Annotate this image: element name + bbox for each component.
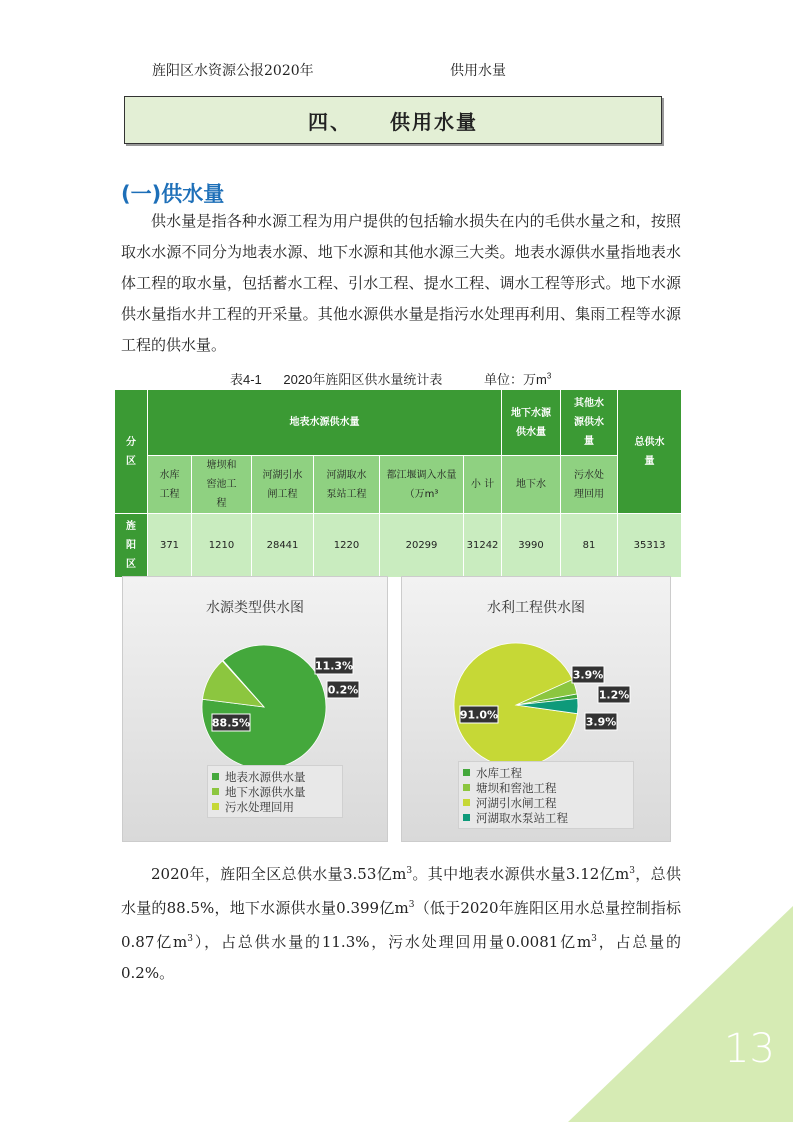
legend-swatch bbox=[463, 799, 470, 806]
table-row bbox=[115, 514, 682, 578]
legend-swatch bbox=[463, 814, 470, 821]
chapter-title: 供用水量 bbox=[390, 109, 478, 134]
data-label-text: 0.2% bbox=[327, 683, 359, 697]
header-doc-title: 旌阳区水资源公报2020年 bbox=[152, 63, 314, 79]
summary-sup: 3 bbox=[591, 934, 597, 944]
summary-s3: ，总供水量的88.5%，地下水源供水量0.399亿m bbox=[121, 865, 681, 917]
chart1-title: 水源类型供水图 bbox=[206, 600, 304, 616]
corner-decoration bbox=[568, 906, 793, 1122]
cell-reservoir: 371 bbox=[148, 514, 192, 578]
pie-data-label bbox=[327, 681, 359, 698]
chart2-legend-item bbox=[463, 780, 629, 795]
legend-label: 水库工程 bbox=[476, 765, 522, 780]
header-sewage: 污水处理回用 bbox=[561, 456, 618, 514]
chapter-title-box bbox=[124, 96, 662, 144]
data-label-text: 1.2% bbox=[598, 688, 630, 702]
legend-swatch bbox=[212, 803, 219, 810]
cell-region: 旌阳区 bbox=[115, 514, 148, 578]
legend-label: 河湖取水泵站工程 bbox=[476, 810, 568, 825]
cell-dujiang: 20299 bbox=[380, 514, 464, 578]
header-ground-supply: 地下水源供水量 bbox=[502, 390, 561, 456]
pie-data-label bbox=[572, 666, 604, 683]
data-label-text: 11.3% bbox=[314, 659, 354, 673]
summary-sup: 3 bbox=[187, 934, 193, 944]
pie-data-label bbox=[585, 713, 617, 730]
chart1-legend-item bbox=[212, 799, 338, 814]
table-caption-id: 表4-1 bbox=[230, 372, 262, 387]
chart1-legend-item bbox=[212, 784, 338, 799]
header-reservoir: 水库工程 bbox=[148, 456, 192, 514]
legend-swatch bbox=[212, 773, 219, 780]
pie-data-label bbox=[460, 706, 498, 723]
chart1-legend-item bbox=[212, 769, 338, 784]
cell-sewage: 81 bbox=[561, 514, 618, 578]
intro-paragraph bbox=[121, 206, 681, 361]
header-pond: 塘坝和窖池工程 bbox=[192, 456, 252, 514]
pie-chart-water-source bbox=[122, 576, 388, 842]
chart2-legend-item bbox=[463, 795, 629, 810]
header-other-supply: 其他水源供水量 bbox=[561, 390, 618, 456]
pie-data-label bbox=[212, 714, 250, 731]
chart2-legend-item bbox=[463, 765, 629, 780]
header-surface-supply: 地表水源供水量 bbox=[148, 390, 502, 456]
summary-s5: ），占总供水量的11.3%，污水处理回用量0.0081亿m bbox=[193, 933, 592, 951]
table-unit-label: 单位：万m bbox=[483, 372, 547, 387]
table-unit bbox=[484, 372, 551, 387]
chart2-title: 水利工程供水图 bbox=[487, 600, 585, 616]
table-caption bbox=[230, 369, 551, 388]
cell-river-gate: 28441 bbox=[252, 514, 314, 578]
header-section-name: 供用水量 bbox=[450, 63, 506, 79]
chapter-number: 四、 bbox=[308, 109, 352, 134]
chart2-legend-item bbox=[463, 810, 629, 825]
legend-label: 塘坝和窖池工程 bbox=[476, 780, 557, 795]
data-label-text: 91.0% bbox=[459, 708, 499, 722]
summary-s1: 2020年，旌阳全区总供水量3.53亿m bbox=[151, 865, 407, 883]
cell-groundwater: 3990 bbox=[502, 514, 561, 578]
table-caption-title: 2020年旌阳区供水量统计表 bbox=[283, 372, 443, 387]
header-groundwater: 地下水 bbox=[502, 456, 561, 514]
cell-subtotal: 31242 bbox=[464, 514, 502, 578]
summary-sup: 3 bbox=[629, 866, 635, 876]
header-total-supply: 总供水量 bbox=[618, 390, 682, 514]
summary-sup: 3 bbox=[406, 866, 413, 876]
pie-chart-water-project bbox=[401, 576, 671, 842]
legend-swatch bbox=[463, 784, 470, 791]
summary-s4: （低于2020年旌阳区用水总量控制指标0.87亿m bbox=[121, 899, 681, 951]
header-subtotal: 小 计 bbox=[464, 456, 502, 514]
table-unit-sup: 3 bbox=[546, 371, 552, 381]
corner-triangle bbox=[568, 906, 793, 1122]
intro-paragraph-text: 供水量是指各种水源工程为用户提供的包括输水损失在内的毛供水量之和，按照取水水源不同分为地表水源、地下水源和其他水源三大类。地表水源供水量指地表水体工程的取水量，包括蓄水工程、引水工程、提水工程、调水工程等形式。地下水源供水量指水井工程的开采量。其他水源供水量是指污水处理再利用、集雨工程等水源工程的供水量。 bbox=[121, 212, 681, 354]
header-region: 分区 bbox=[115, 390, 148, 514]
pie-data-label bbox=[315, 657, 353, 674]
data-label-text: 3.9% bbox=[572, 668, 604, 682]
legend-label: 地下水源供水量 bbox=[225, 784, 306, 799]
legend-swatch bbox=[212, 788, 219, 795]
cell-river-pump: 1220 bbox=[314, 514, 380, 578]
summary-sup: 3 bbox=[408, 900, 415, 910]
chart2-legend bbox=[458, 761, 634, 829]
legend-label: 污水处理回用 bbox=[225, 799, 294, 814]
legend-label: 地表水源供水量 bbox=[225, 769, 306, 784]
cell-total: 35313 bbox=[618, 514, 682, 578]
section-title: (一)供水量 bbox=[121, 182, 225, 206]
summary-s6: ，占总量的0.2%。 bbox=[121, 933, 681, 982]
water-supply-table bbox=[114, 389, 682, 578]
chart1-legend bbox=[207, 765, 343, 818]
legend-label: 河湖引水闸工程 bbox=[476, 795, 557, 810]
header-river-gate: 河湖引水闸工程 bbox=[252, 456, 314, 514]
header-dujiang: 都江堰调入水量（万m³ bbox=[380, 456, 464, 514]
header-river-pump: 河湖取水泵站工程 bbox=[314, 456, 380, 514]
page-number: 13 bbox=[724, 1026, 775, 1072]
legend-swatch bbox=[463, 769, 470, 776]
data-label-text: 88.5% bbox=[211, 716, 251, 730]
pie-data-label bbox=[598, 686, 630, 703]
cell-pond: 1210 bbox=[192, 514, 252, 578]
summary-s2: 。其中地表水源供水量3.12亿m bbox=[412, 865, 630, 883]
data-label-text: 3.9% bbox=[585, 715, 617, 729]
